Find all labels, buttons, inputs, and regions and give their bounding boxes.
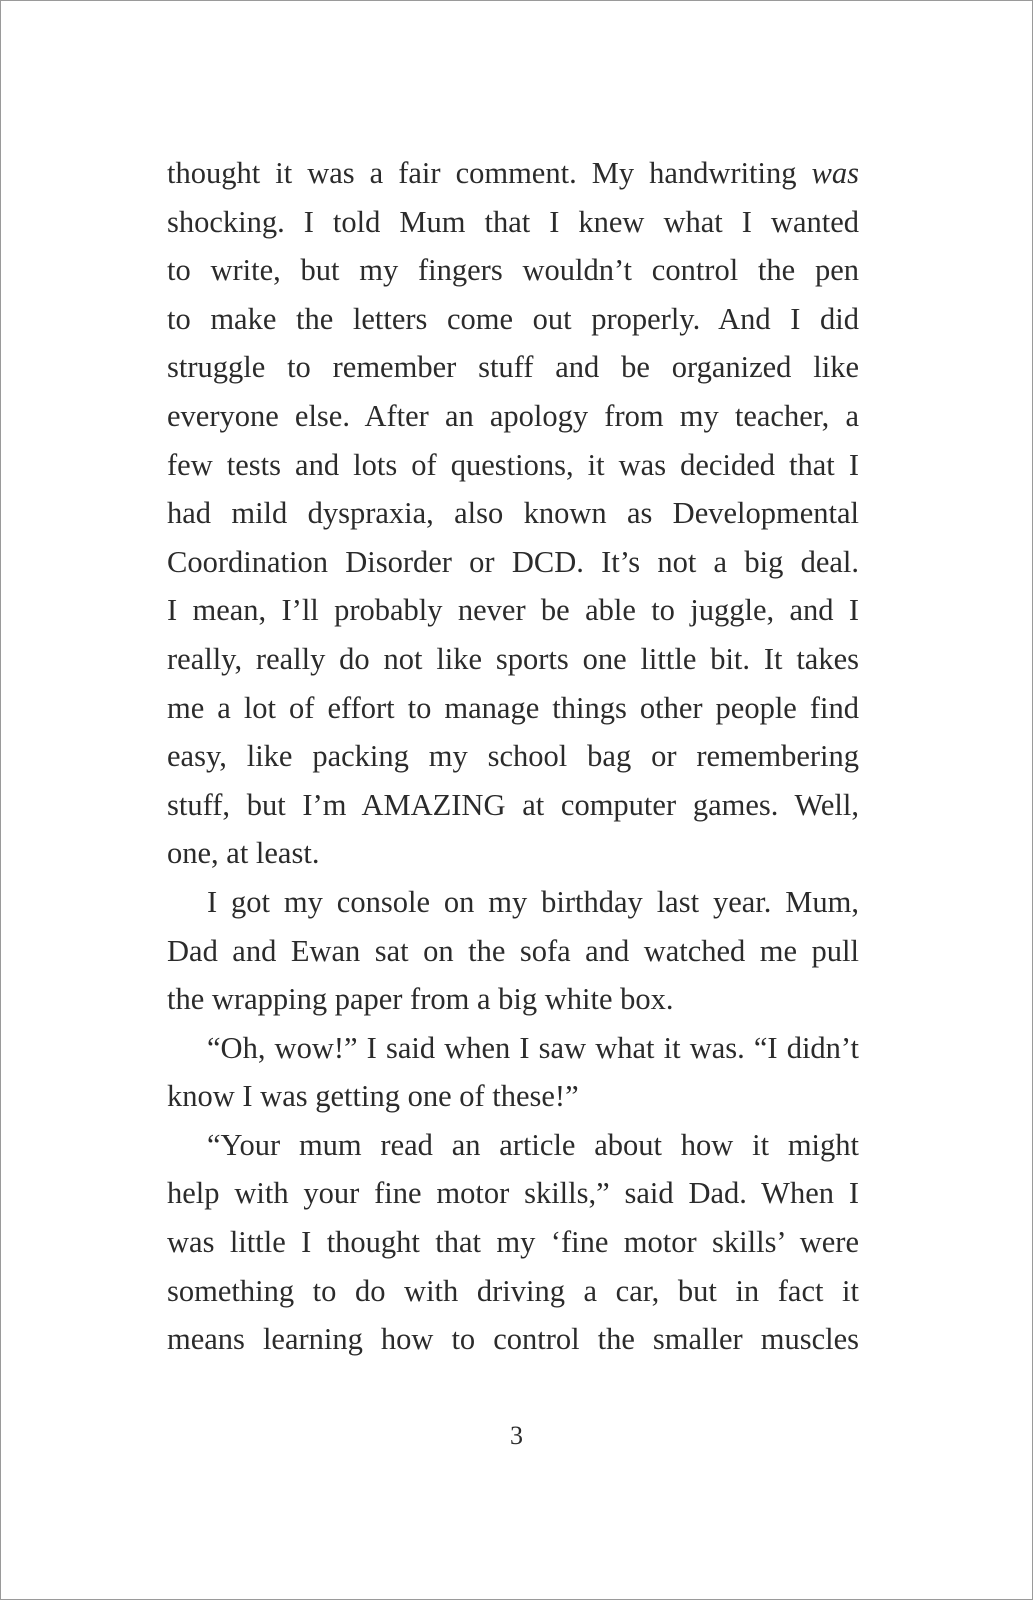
text-line: something to do with driving a car, but in fact it [167, 1273, 859, 1308]
text-line: me a lot of effort to manage things other people find [167, 690, 859, 725]
text-line: stuff, but I’m AMAZING at computer games. Well, [167, 787, 859, 822]
body-text [167, 149, 859, 1364]
text-line: “Oh, wow!” I said when I saw what it was. “I didn’t [207, 1030, 859, 1065]
text-line: one, at least. [167, 836, 320, 871]
text-line: struggle to remember stuff and be organized like [167, 350, 859, 385]
text-line: few tests and lots of questions, it was decided that I [167, 447, 859, 482]
text-line: to write, but my fingers wouldn’t control the pen [167, 253, 859, 288]
text-line: help with your fine motor skills,” said Dad. When I [167, 1176, 859, 1211]
text-line: everyone else. After an apology from my teacher, a [167, 398, 859, 433]
text-line: means learning how to control the smaller muscles [167, 1322, 859, 1357]
text-line: really, really do not like sports one little bit. It takes [167, 641, 859, 676]
text-line: was little I thought that my ‘fine motor skills’ were [167, 1225, 859, 1260]
text-line: “Your mum read an article about how it might [207, 1127, 859, 1162]
text-line: the wrapping paper from a big white box. [167, 982, 674, 1017]
text-line: thought it was a fair comment. My handwriting was [167, 156, 859, 190]
text-line: I mean, I’ll probably never be able to juggle, and I [167, 593, 859, 628]
italic-emphasis: was [811, 156, 859, 190]
text-line: Coordination Disorder or DCD. It’s not a big deal. [167, 544, 859, 579]
text-line: know I was getting one of these!” [167, 1079, 579, 1114]
text-line: shocking. I told Mum that I knew what I wanted [167, 204, 859, 239]
text-line: to make the letters come out properly. And I did [167, 301, 859, 336]
text-line: Dad and Ewan sat on the sofa and watched me pull [167, 933, 859, 968]
text-line: I got my console on my birthday last year. Mum, [207, 884, 859, 919]
text-line: easy, like packing my school bag or remembering [167, 739, 859, 774]
page-number: 3 [510, 1421, 523, 1450]
text-line: had mild dyspraxia, also known as Developmental [167, 496, 859, 531]
